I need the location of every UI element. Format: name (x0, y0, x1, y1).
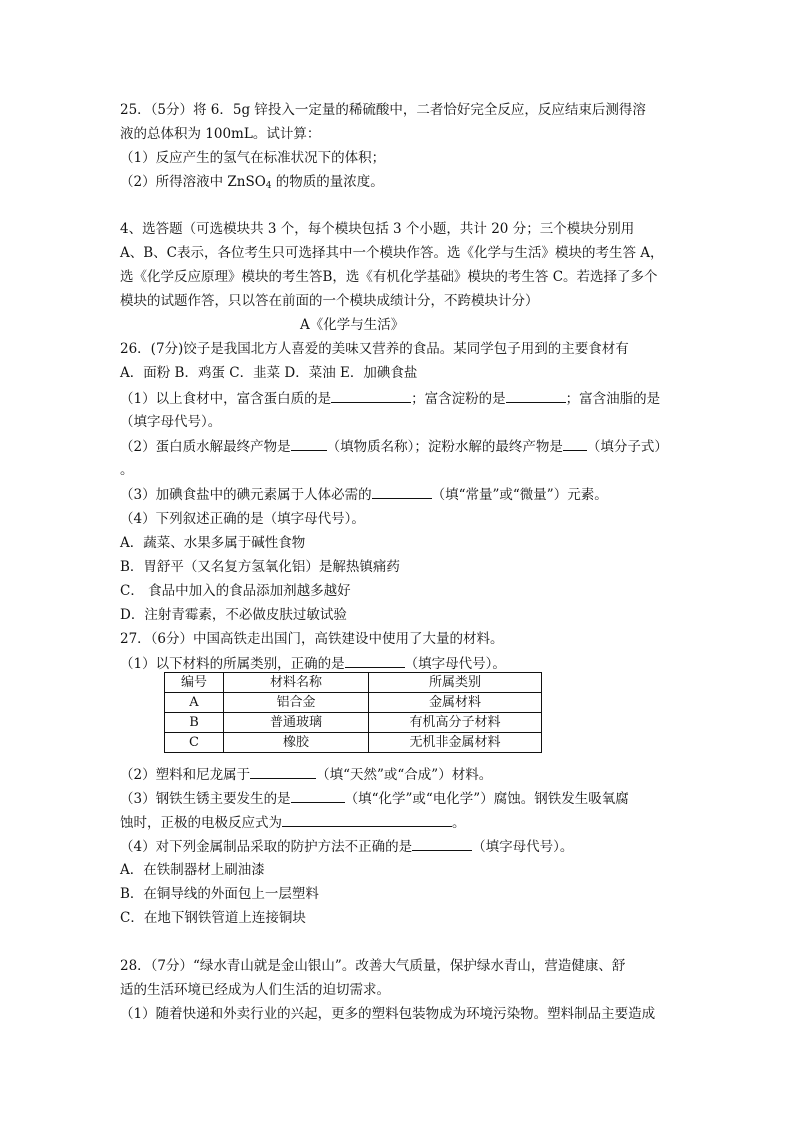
answer-blank[interactable] (331, 388, 411, 403)
q27-l2-part-a: （1）以下材料的所属类别，正确的是 (120, 656, 345, 672)
q27-l6-part-a: （4）对下列金属制品采取的防护方法不正确的是 (120, 839, 413, 855)
q27-l5-part-b: 。 (452, 815, 466, 831)
sec4-line-4: 模块的试题作答，只以答在前面的一个模块成绩计分，不跨模块计分） (120, 293, 539, 309)
q26-l5-part-c: （填分子式） (586, 439, 668, 455)
q26-options: A．面粉 B．鸡蛋 C．韭菜 D．菜油 E．加碘食盐 (120, 365, 418, 381)
sec4-line-1: 4、选答题（可选模块共 3 个，每个模块包括 3 个小题，共计 20 分；三个模块分别用 (120, 221, 635, 237)
q28-line-2: 适的生活环境已经成为人们生活的迫切需求。 (120, 982, 390, 998)
answer-blank[interactable] (412, 836, 472, 851)
q25-line-4-text: （2）所得溶液中 ZnSO (120, 174, 266, 190)
q28-line-3: （1）随着快递和外卖行业的兴起，更多的塑料包装物成为环境污染物。塑料制品主要造成 (120, 1006, 656, 1022)
q26-option-d: D．注射青霉素，不必做皮肤过敏试验 (120, 607, 347, 623)
q27-l5-part-a: 蚀时，正极的电极反应式为 (120, 815, 282, 831)
q26-line-1: 26．(7分)饺子是我国北方人喜爱的美味又营养的食品。某同学包子用到的主要食材有 (120, 341, 629, 357)
table-cell: 橡胶 (224, 733, 369, 753)
q26-l3-part-c: ；富含油脂的是 (565, 391, 661, 407)
answer-blank[interactable] (345, 653, 405, 668)
q26-l7-part-a: （3）加碘食盐中的碘元素属于人体必需的 (120, 487, 372, 503)
q25-line-1: 25．（5分）将 6．5g 锌投入一定量的稀硫酸中，二者恰好完全反应，反应结束后测得溶 (120, 102, 646, 118)
answer-blank[interactable] (506, 388, 566, 403)
table-header: 材料名称 (224, 673, 369, 693)
q27-option-c: C．在地下钢铁管道上连接铜块 (120, 910, 306, 926)
table-cell: 有机高分子材料 (369, 713, 542, 733)
table-row (165, 693, 542, 713)
table-cell: B (165, 713, 224, 733)
q26-line-7 (120, 484, 608, 505)
q26-option-c: C． 食品中加入的食品添加剂越多越好 (120, 583, 351, 599)
q25-line-4-text-end: 的物质的量浓度。 (271, 174, 384, 190)
q27-line-6 (120, 836, 573, 857)
q26-option-b: B．胃舒平（又名复方氢氧化铝）是解热镇痛药 (120, 559, 400, 575)
q27-line-1: 27．（6分）中国高铁走出国门，高铁建设中使用了大量的材料。 (120, 631, 504, 647)
table-cell: 无机非金属材料 (369, 733, 542, 753)
q26-l3-part-b: ；富含淀粉的是 (411, 391, 506, 407)
table-cell: A (165, 693, 224, 713)
q26-l5-part-b: （填物质名称）；淀粉水解的最终产物是 (326, 439, 563, 455)
q27-line-2 (120, 653, 506, 674)
q25-line-4 (120, 172, 384, 196)
materials-table (164, 672, 542, 753)
q26-line-5 (120, 436, 668, 457)
q26-l5-part-a: （2）蛋白质水解最终产物是 (120, 439, 291, 455)
q27-l3-part-b: （填“天然”或“合成”）材料。 (316, 767, 493, 783)
table-cell: 普通玻璃 (224, 713, 369, 733)
sec4-line-3: 选《化学反应原理》模块的考生答B，选《有机化学基础》模块的考生答 C。若选择了多个 (120, 269, 658, 285)
q26-line-3 (120, 388, 660, 409)
table-row (165, 733, 542, 753)
q27-line-5 (120, 812, 466, 833)
q26-l3-part-a: （1）以上食材中，富含蛋白质的是 (120, 391, 332, 407)
answer-blank[interactable] (282, 812, 452, 827)
table-cell: C (165, 733, 224, 753)
answer-blank[interactable] (291, 788, 345, 803)
q25-subscript: 4 (265, 181, 272, 191)
table-header-row (165, 673, 542, 693)
q25-line-3: （1）反应产生的氢气在标准状况下的体积； (120, 150, 386, 166)
q27-option-b: B．在铜导线的外面包上一层塑料 (120, 886, 319, 902)
answer-blank[interactable] (563, 436, 587, 451)
answer-blank[interactable] (250, 764, 316, 779)
module-title: A《化学与生活》 (300, 317, 405, 333)
answer-blank[interactable] (372, 484, 432, 499)
q27-option-a: A．在铁制器材上刷油漆 (120, 862, 265, 878)
q26-line-4: （填字母代号）。 (120, 414, 222, 430)
q26-option-a: A．蔬菜、水果多属于碱性食物 (120, 535, 306, 551)
table-header: 编号 (165, 673, 224, 693)
table-cell: 铝合金 (224, 693, 369, 713)
q28-line-1: 28．（7分）“绿水青山就是金山银山”。改善大气质量，保护绿水青山，营造健康、舒 (120, 958, 626, 974)
q27-l4-part-b: （填“化学”或“电化学”）腐蚀。钢铁发生吸氧腐 (344, 791, 629, 807)
table-cell: 金属材料 (369, 693, 542, 713)
sec4-line-2: A、B、C表示，各位考生只可选择其中一个模块作答。选《化学与生活》模块的考生答 A， (120, 245, 664, 261)
answer-blank[interactable] (291, 436, 327, 451)
table-row (165, 713, 542, 733)
q26-l7-part-b: （填“常量”或“微量”）元素。 (431, 487, 608, 503)
q27-line-3 (120, 764, 492, 785)
table-header: 所属类别 (369, 673, 542, 693)
q27-l3-part-a: （2）塑料和尼龙属于 (120, 767, 251, 783)
q26-line-6: 。 (120, 462, 134, 478)
q25-line-2: 液的总体积为 100mL。试计算： (120, 126, 321, 142)
q27-l2-part-b: （填字母代号）。 (404, 656, 506, 672)
q27-l4-part-a: （3）钢铁生锈主要发生的是 (120, 791, 291, 807)
q27-line-4 (120, 788, 629, 809)
q26-line-8: （4）下列叙述正确的是（填字母代号）。 (120, 511, 365, 527)
q27-l6-part-b: （填字母代号）。 (472, 839, 574, 855)
